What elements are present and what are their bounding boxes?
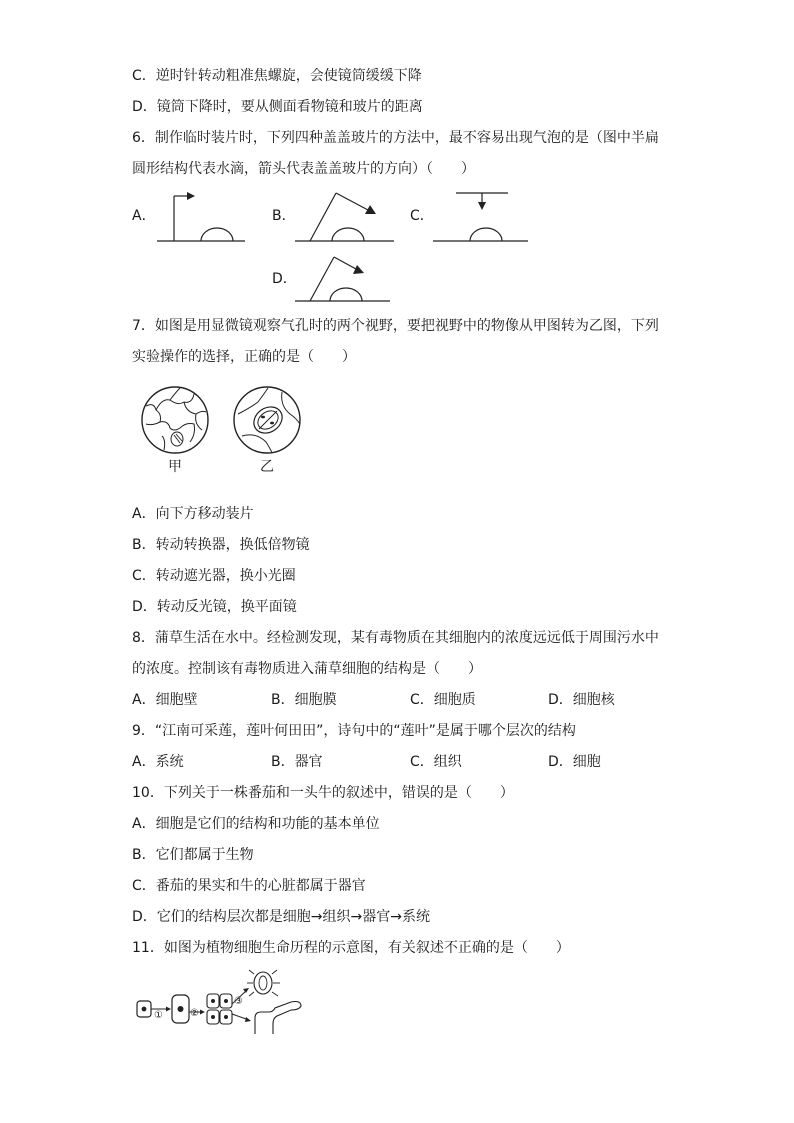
q10-option-b: B．它们都属于生物 [132,847,254,863]
q6-option-d-label: D． [272,271,297,287]
q8-option-b: B．细胞膜 [271,692,337,708]
q6-stem-line1: 6．制作临时装片时，下列四种盖盖玻片的方法中，最不容易出现气泡的是（图中半扁 [132,130,659,146]
q8-stem-line1: 8．蒲草生活在水中。经检测发现，某有毒物质在其细胞内的浓度远远低于周围污水中 [132,630,659,646]
q6-stem-line2: 圆形结构代表水滴，箭头代表盖盖玻片的方向）（ ） [132,161,475,177]
q8-stem-line2: 的浓度。控制该有毒物质进入蒲草细胞的结构是（ ） [132,661,482,677]
q6-option-c-diagram [432,190,530,246]
q7-view-jia-diagram [140,384,210,456]
q6-option-c-label: C． [410,208,434,224]
q5-option-d: D．镜筒下降时，要从侧面看物镜和玻片的距离 [132,99,423,115]
q7-option-d: D．转动反光镜，换平面镜 [132,599,297,615]
q9-stem-line1: 9．“江南可采莲，莲叶何田田”，诗句中的“莲叶”是属于哪个层次的结构 [132,723,576,739]
q7-option-c: C．转动遮光器，换小光圈 [132,568,296,584]
q6-option-b-diagram [294,190,396,246]
q11-step1-label: ① [154,1010,163,1021]
q8-option-c: C．细胞质 [410,692,476,708]
q7-option-b: B．转动转换器，换低倍物镜 [132,537,310,553]
q8-option-d: D．细胞核 [548,692,615,708]
q10-option-d: D．它们的结构层次都是细胞→组织→器官→系统 [132,909,430,925]
q11-cell-life-diagram [135,968,307,1036]
q8-option-a: A．细胞壁 [132,692,198,708]
q9-option-a: A．系统 [132,754,184,770]
q10-option-c: C．番茄的果实和牛的心脏都属于器官 [132,878,366,894]
q11-step3-label: ③ [234,996,243,1007]
q9-option-d: D．细胞 [548,754,601,770]
q7-stem-line1: 7．如图是用显微镜观察气孔时的两个视野，要把视野中的物像从甲图转为乙图，下列 [132,318,659,334]
q5-option-c: C．逆时针转动粗准焦螺旋，会使镜筒缓缓下降 [132,68,422,84]
q7-label-yi: 乙 [260,459,274,475]
q7-stem-line2: 实验操作的选择，正确的是（ ） [132,349,356,365]
q6-option-d-diagram [294,252,392,306]
q9-option-b: B．器官 [271,754,323,770]
q6-option-a-label: A． [132,208,156,224]
q7-label-jia: 甲 [168,459,182,475]
q6-option-b-label: B． [272,208,296,224]
q9-option-c: C．组织 [410,754,462,770]
q10-option-a: A．细胞是它们的结构和功能的基本单位 [132,816,380,832]
q11-stem-line1: 11．如图为植物细胞生命历程的示意图，有关叙述不正确的是（ ） [132,940,570,956]
q10-stem-line1: 10．下列关于一株番茄和一头牛的叙述中，错误的是（ ） [132,785,514,801]
q7-view-yi-diagram [232,384,302,456]
q7-option-a: A．向下方移动装片 [132,506,254,522]
q11-step2-label: ② [190,1008,199,1019]
q6-option-a-diagram [155,188,247,246]
